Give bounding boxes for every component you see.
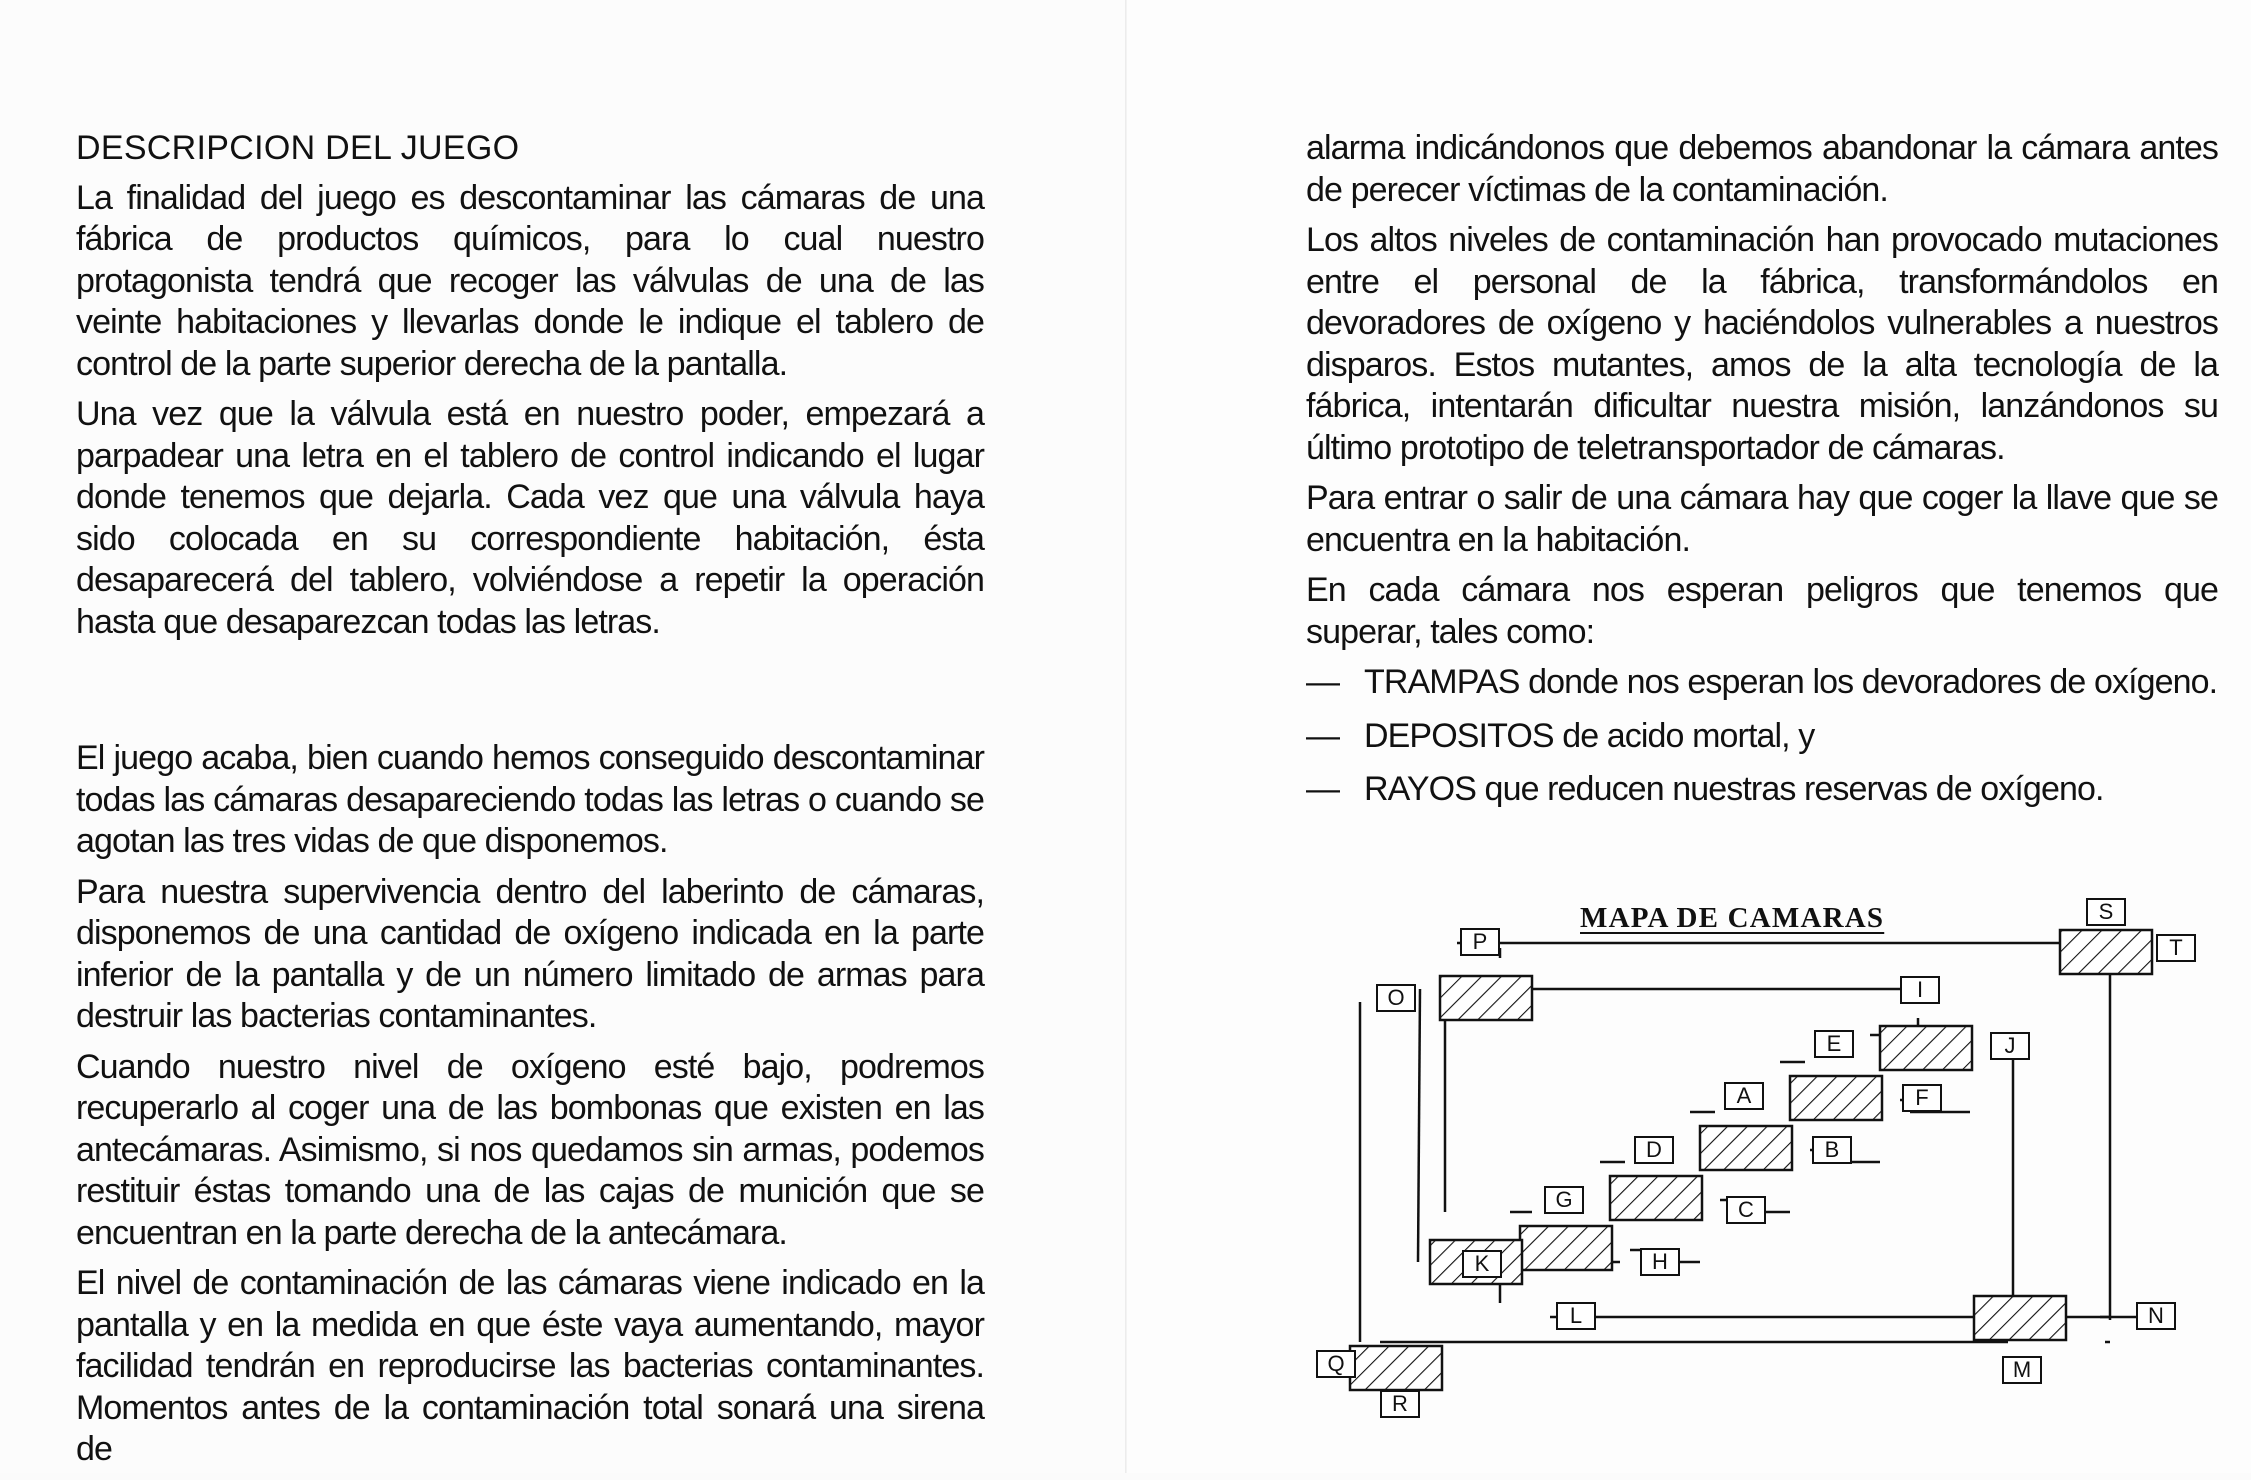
chamber-label-r: R	[1380, 1390, 1420, 1418]
paragraph: Cuando nuestro nivel de oxígeno esté bajo, podremos recuperarlo al coger una de las bombonas que existen en las antecámaras. Asimismo, si nos quedamos sin armas, podemos restituir éstas tomando una de las cajas de munición que se encuentran en la parte derecha de la antecámara.	[76, 1047, 984, 1252]
paragraph: Una vez que la válvula está en nuestro poder, empezará a parpadear una letra en el tablero de control indicando el lugar donde tenemos que dejarla. Cada vez que una válvula haya sido colocada en su correspondiente habitación, ésta desaparecerá del tablero, volviéndose a repetir la operación hasta que desaparezcan todas las letras.	[76, 395, 984, 641]
map-title: MAPA DE CAMARAS	[1580, 902, 1885, 934]
chamber-label-q: Q	[1316, 1350, 1356, 1378]
bullet-item	[1306, 716, 2218, 758]
chamber-label-i: I	[1900, 976, 1940, 1004]
left-column-top	[76, 128, 984, 652]
chamber-label-h: H	[1640, 1248, 1680, 1276]
paragraph: La finalidad del juego es descontaminar las cámaras de una fábrica de productos químicos, para lo cual nuestro protagonista tendrá que recoger las válvulas de una de las veinte habitaciones y llevarlas donde le indique el tablero de control de la parte superior derecha de la pantalla.	[76, 178, 984, 383]
chamber-label-o: O	[1376, 984, 1416, 1012]
chamber-label-b: B	[1812, 1136, 1852, 1164]
chamber-label-e: E	[1814, 1030, 1854, 1058]
bullet-text: RAYOS que reducen nuestras reservas de oxígeno.	[1364, 770, 2104, 808]
paragraph: Para entrar o salir de una cámara hay que coger la llave que se encuentra en la habitación.	[1306, 479, 2218, 559]
chamber-label-f: F	[1902, 1084, 1942, 1112]
bullet-item	[1306, 662, 2218, 704]
paragraph: El juego acaba, bien cuando hemos conseguido descontaminar todas las cámaras desapareciendo todas las letras o cuando se agotan las tres vidas de que disponemos.	[76, 739, 984, 860]
camera-map-graphic	[1300, 880, 2220, 1440]
chamber-label-n: N	[2136, 1302, 2176, 1330]
section-heading: DESCRIPCION DEL JUEGO	[76, 129, 520, 167]
chamber-label-g: G	[1544, 1186, 1584, 1214]
chamber-label-l: L	[1556, 1302, 1596, 1330]
chamber-label-k: K	[1462, 1250, 1502, 1278]
chamber-label-s: S	[2086, 898, 2126, 926]
right-column	[1306, 128, 2218, 823]
camera-map	[1300, 880, 2220, 1440]
page-fold	[1125, 0, 1127, 1473]
chamber-label-c: C	[1726, 1196, 1766, 1224]
chamber-label-j: J	[1990, 1032, 2030, 1060]
chamber-label-t: T	[2156, 934, 2196, 962]
bullet-item	[1306, 769, 2218, 811]
bullet-dash: —	[1306, 663, 1340, 701]
bullet-text: TRAMPAS donde nos esperan los devoradores de oxígeno.	[1364, 663, 2218, 701]
left-column-bottom	[76, 738, 984, 1480]
chamber-label-a: A	[1724, 1082, 1764, 1110]
chamber-label-p: P	[1460, 928, 1500, 956]
bullet-dash: —	[1306, 716, 1340, 755]
paragraph: alarma indicándonos que debemos abandonar la cámara antes de perecer víctimas de la contaminación.	[1306, 129, 2218, 209]
chamber-label-m: M	[2002, 1356, 2042, 1384]
paragraph: Para nuestra supervivencia dentro del laberinto de cámaras, disponemos de una cantidad de oxígeno indicada en la parte inferior de la pantalla y de un número limitado de armas para destruir las bacterias contaminantes.	[76, 872, 984, 1035]
bullet-dash: —	[1306, 770, 1340, 808]
paragraph: El nivel de contaminación de las cámaras viene indicado en la pantalla y en la medida en que éste vaya aumentando, mayor facilidad tendrán en reproducirse las bacterias contaminantes. Momentos antes de la contaminación total sonará una sirena de	[76, 1264, 984, 1468]
chamber-label-d: D	[1634, 1136, 1674, 1164]
paragraph: En cada cámara nos esperan peligros que tenemos que superar, tales como:	[1306, 571, 2218, 651]
paragraph: Los altos niveles de contaminación han provocado mutaciones entre el personal de la fábrica, transformándolos en devoradores de oxígeno y haciéndolos vulnerables a nuestros disparos. Estos mutantes, amos de la alta tecnología de la fábrica, intentarán dificultar nuestra misión, lanzándonos su último prototipo de teletransportador de cámaras.	[1306, 221, 2218, 467]
bullet-text: DEPOSITOS de acido mortal, y	[1364, 716, 1815, 755]
